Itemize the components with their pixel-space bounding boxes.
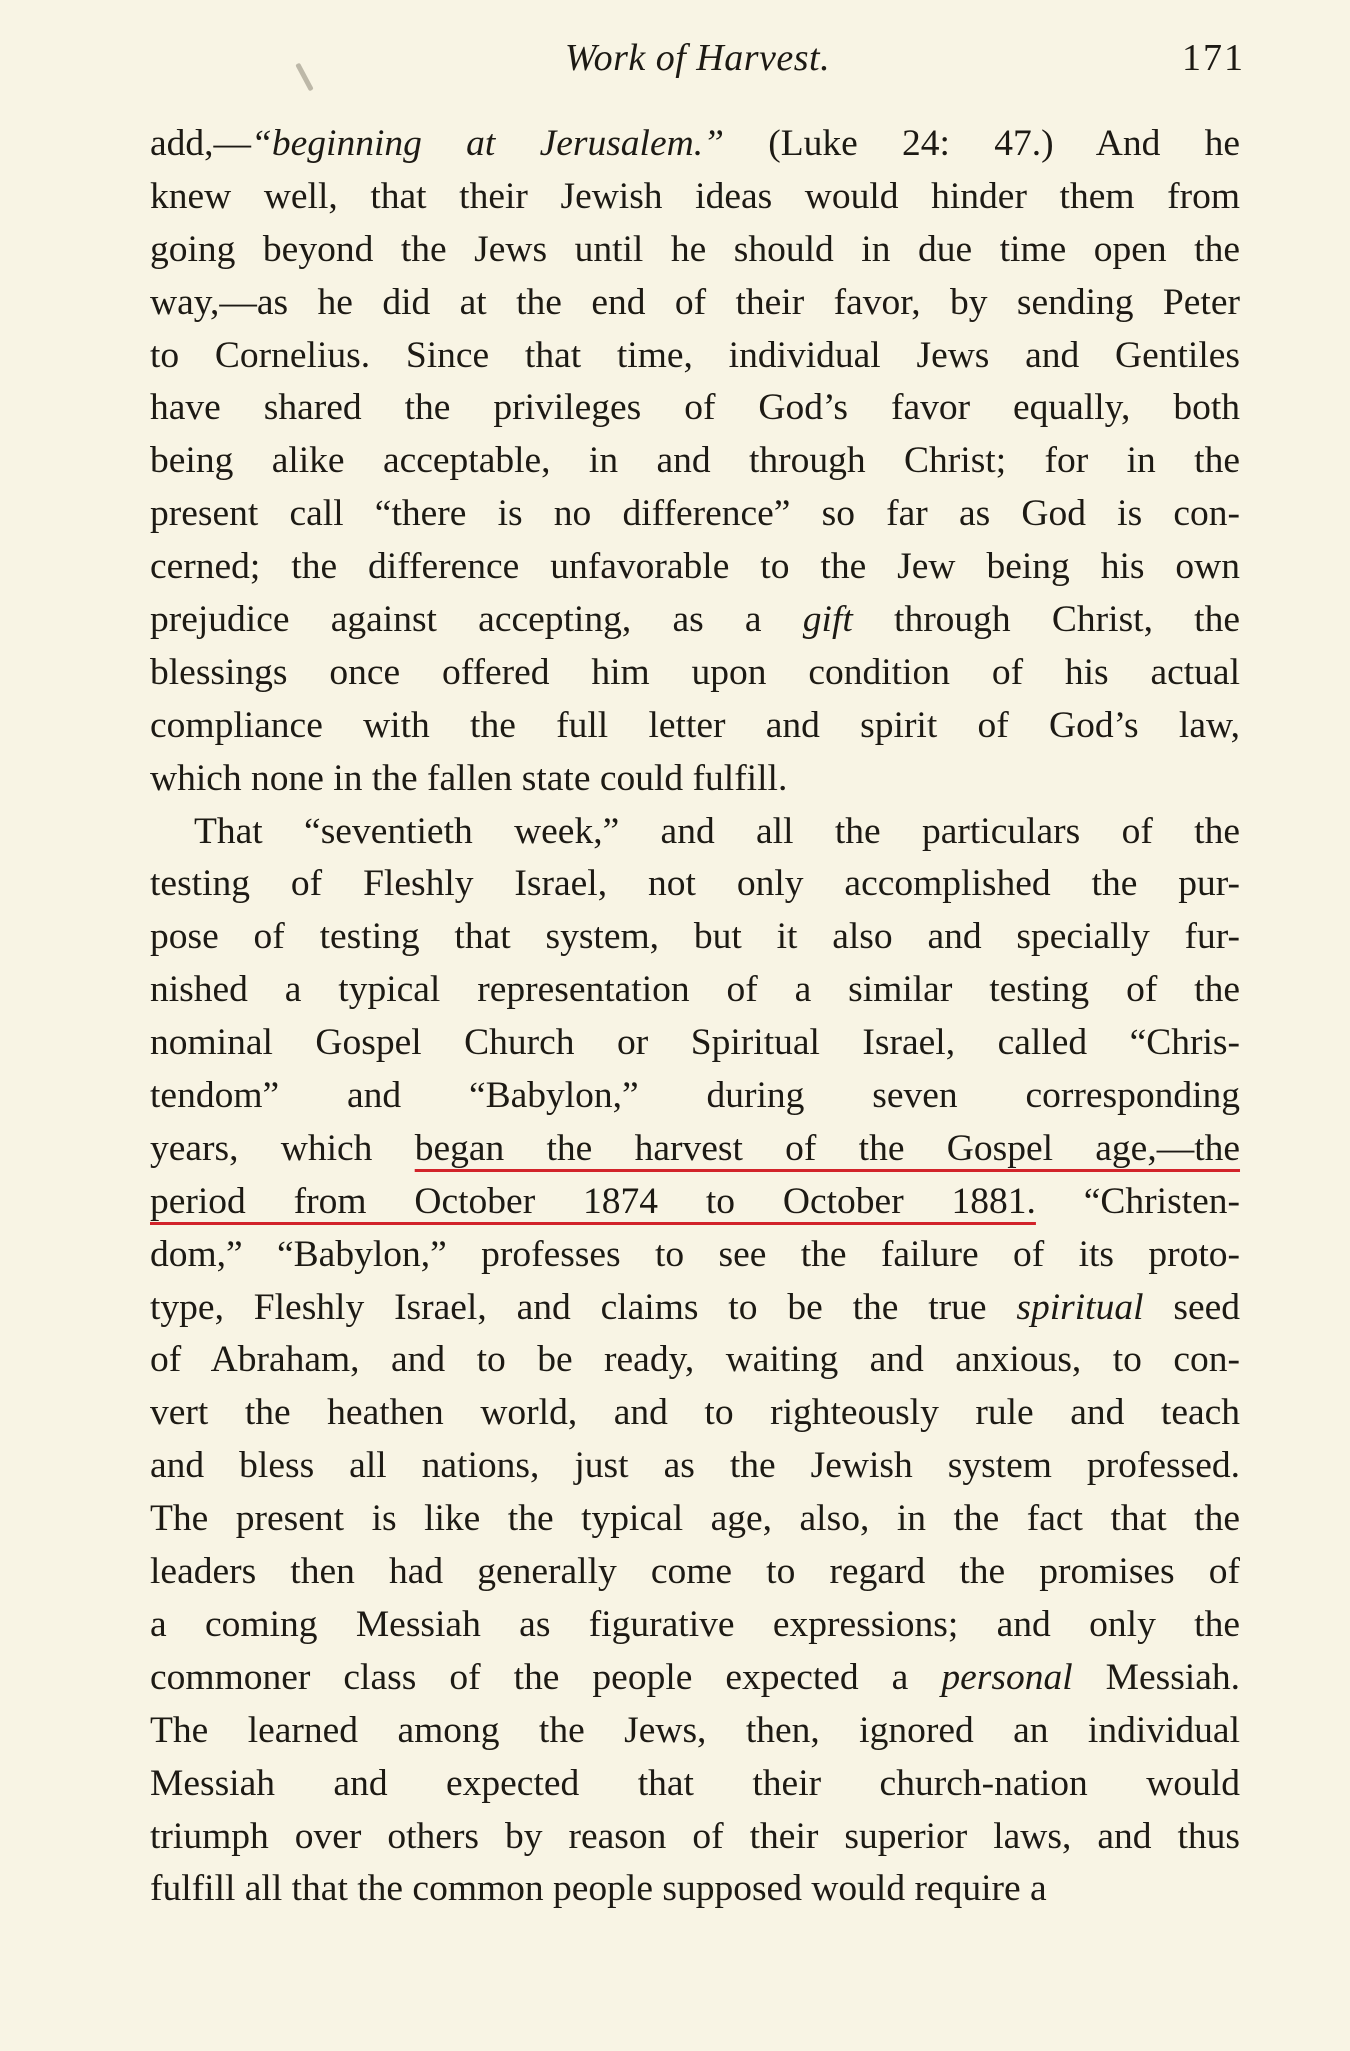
text-segment: dom,” “Babylon,” professes to see the failure of its proto-: [150, 1233, 1240, 1275]
text-segment: cerned; the difference unfavorable to the Jew being his own: [150, 546, 1240, 588]
text-segment: present call “there is no difference” so far as God is con-: [150, 493, 1240, 535]
text-line: [150, 277, 1240, 330]
text-line: [150, 1493, 1240, 1546]
page-number: 171: [1182, 37, 1245, 79]
text-line: [150, 964, 1240, 1017]
body-text: [150, 118, 1240, 1916]
text-segment: going beyond the Jews until he should in due time open the: [150, 228, 1240, 270]
text-line: [150, 858, 1240, 911]
text-segment: to Cornelius. Since that time, individual Jews and Gentiles: [150, 334, 1240, 376]
text-segment: way,—as he did at the end of their favor, by sending Peter: [150, 281, 1240, 323]
text-line: [150, 1070, 1240, 1123]
text-segment: vert the heathen world, and to righteously rule and teach: [150, 1392, 1240, 1434]
text-line: [150, 1652, 1240, 1705]
text-segment: (Luke 24: 47.) And he: [723, 123, 1241, 164]
paragraph: [150, 118, 1240, 806]
running-head: [150, 28, 1245, 88]
text-segment: leaders then had generally come to regard the promises of: [150, 1551, 1240, 1593]
underlined-text: began the harvest of the Gospel age,—the: [414, 1127, 1241, 1169]
text-line: [150, 1334, 1240, 1387]
text-segment: The present is like the typical age, also, in the fact that the: [150, 1498, 1240, 1540]
text-segment: nished a typical representation of a similar testing of the: [150, 969, 1240, 1011]
text-line: [150, 435, 1240, 488]
text-segment: fulfill all that the common people supposed would require a: [150, 1868, 1047, 1910]
text-segment: years, which: [150, 1127, 415, 1169]
text-line: [150, 1546, 1240, 1599]
text-segment: through Christ, the: [852, 599, 1240, 641]
text-segment: That “seventieth week,” and all the particulars of the: [194, 810, 1240, 852]
text-segment: commoner class of the people expected a: [150, 1656, 942, 1698]
text-segment: seed: [1143, 1286, 1240, 1328]
text-line: [150, 1176, 1240, 1229]
text-line: [150, 911, 1240, 964]
text-line: [150, 224, 1240, 277]
text-segment: “Christen-: [1035, 1180, 1240, 1222]
running-title: Work of Harvest.: [564, 37, 831, 79]
text-line: [150, 118, 1240, 171]
text-line: [150, 594, 1240, 647]
text-segment: knew well, that their Jewish ideas would hinder them from: [150, 175, 1240, 217]
text-line: [150, 806, 1240, 859]
text-segment: triumph over others by reason of their superior laws, and thus: [150, 1815, 1240, 1857]
text-line: [150, 1599, 1240, 1652]
text-line: [150, 1758, 1240, 1811]
text-segment: blessings once offered him upon condition of his actual: [150, 651, 1240, 693]
text-segment: of Abraham, and to be ready, waiting and anxious, to con-: [150, 1339, 1240, 1381]
text-segment: which none in the fallen state could fulfill.: [150, 757, 788, 799]
text-line: [150, 1811, 1240, 1864]
paragraph: [150, 806, 1240, 1917]
text-segment: nominal Gospel Church or Spiritual Israel, called “Chris-: [150, 1022, 1240, 1064]
text-segment: being alike acceptable, in and through Christ; for in the: [150, 440, 1240, 482]
text-segment: and bless all nations, just as the Jewish system professed.: [150, 1445, 1240, 1487]
text-segment: type, Fleshly Israel, and claims to be the true: [150, 1286, 1017, 1328]
text-segment: Messiah and expected that their church-nation would: [150, 1762, 1240, 1804]
text-segment: prejudice against accepting, as a: [150, 599, 803, 641]
text-line: [150, 700, 1240, 753]
italic-text: personal: [941, 1656, 1073, 1698]
text-line: [150, 1705, 1240, 1758]
text-segment: tendom” and “Babylon,” during seven corresponding: [150, 1075, 1240, 1117]
text-line: [150, 1440, 1240, 1493]
text-segment: add,—: [150, 123, 252, 164]
text-segment: Messiah.: [1072, 1656, 1240, 1698]
text-line: [150, 647, 1240, 700]
text-line: [150, 1017, 1240, 1070]
italic-text: “beginning at Jerusalem.”: [251, 123, 724, 164]
underlined-text: period from October 1874 to October 1881.: [150, 1180, 1036, 1222]
text-line: [150, 488, 1240, 541]
text-line: [150, 541, 1240, 594]
text-segment: have shared the privileges of God’s favor equally, both: [150, 387, 1240, 429]
text-line: [150, 1863, 1240, 1916]
text-segment: pose of testing that system, but it also and specially fur-: [150, 916, 1240, 958]
italic-text: spiritual: [1016, 1286, 1144, 1328]
text-segment: a coming Messiah as figurative expressions; and only the: [150, 1603, 1240, 1645]
text-line: [150, 753, 1240, 806]
italic-text: gift: [802, 599, 853, 641]
text-segment: compliance with the full letter and spirit of God’s law,: [150, 704, 1240, 746]
text-line: [150, 382, 1240, 435]
text-line: [150, 1282, 1240, 1335]
text-line: [150, 330, 1240, 383]
text-segment: testing of Fleshly Israel, not only accomplished the pur-: [150, 863, 1240, 905]
text-line: [150, 1123, 1240, 1176]
text-segment: The learned among the Jews, then, ignored an individual: [150, 1709, 1240, 1751]
text-line: [150, 1229, 1240, 1282]
text-line: [150, 1387, 1240, 1440]
text-line: [150, 171, 1240, 224]
